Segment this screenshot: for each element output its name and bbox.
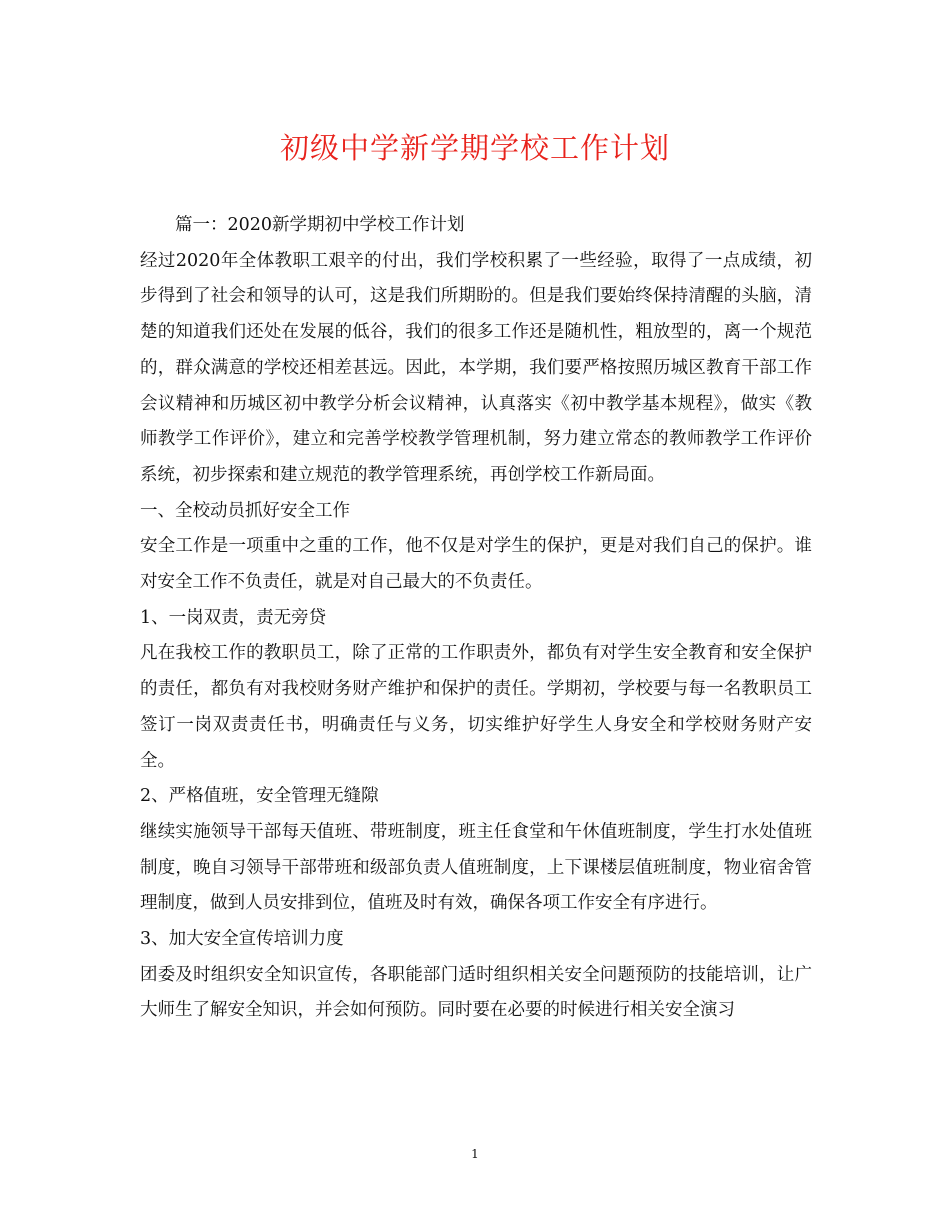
page-number: 1 [471, 1147, 479, 1161]
subheading-safety-training: 3、加大安全宣传培训力度 [140, 929, 344, 950]
document-title: 初级中学新学期学校工作计划 [279, 131, 670, 165]
subheading-one-post-two-duties: 1、一岗双责，责无旁贷 [140, 607, 327, 628]
duty-paragraph: 继续实施领导干部每天值班、带班制度，班主任食堂和午休值班制度，学生打水处值班制度，晚自习领导干部带班和级部负责人值班制度，上下课楼层值班制度，物业宿舍管理制度，做到人员安排到位，值班及时有效，确保各项工作安全有序进行。 [140, 821, 812, 914]
section-heading-safety: 一、全校动员抓好安全工作 [140, 500, 350, 521]
document-body [140, 208, 812, 1029]
subheading-strict-duty: 2、严格值班，安全管理无缝隙 [140, 786, 379, 807]
intro-paragraph: 经过2020年全体教职工艰辛的付出，我们学校积累了一些经验，取得了一点成绩，初步得到了社会和领导的认可，这是我们所期盼的。但是我们要始终保持清醒的头脑，清楚的知道我们还处在发展的低谷，我们的很多工作还是随机性，粗放型的，离一个规范的，群众满意的学校还相差甚远。因此，本学期，我们要严格按照历城区教育干部工作会议精神和历城区初中教学分析会议精神，认真落实《初中教学基本规程》，做实《教师教学工作评价》，建立和完善学校教学管理机制，努力建立常态的教师教学工作评价系统，初步探索和建立规范的教学管理系统，再创学校工作新局面。 [140, 250, 812, 485]
safety-paragraph: 安全工作是一项重中之重的工作，他不仅是对学生的保护，更是对我们自己的保护。谁对安全工作不负责任，就是对自己最大的不负责任。 [140, 536, 812, 593]
training-paragraph: 团委及时组织安全知识宣传，各职能部门适时组织相关安全问题预防的技能培训，让广大师生了解安全知识，并会如何预防。同时要在必要的时候进行相关安全演习 [140, 964, 812, 1021]
duties-paragraph: 凡在我校工作的教职员工，除了正常的工作职责外，都负有对学生安全教育和安全保护的责任，都负有对我校财务财产维护和保护的责任。学期初，学校要与每一名教职员工签订一岗双责责任书，明确责任与义务，切实维护好学生人身安全和学校财务财产安全。 [140, 643, 812, 771]
section-heading-part-one: 篇一：2020新学期初中学校工作计划 [175, 215, 465, 235]
